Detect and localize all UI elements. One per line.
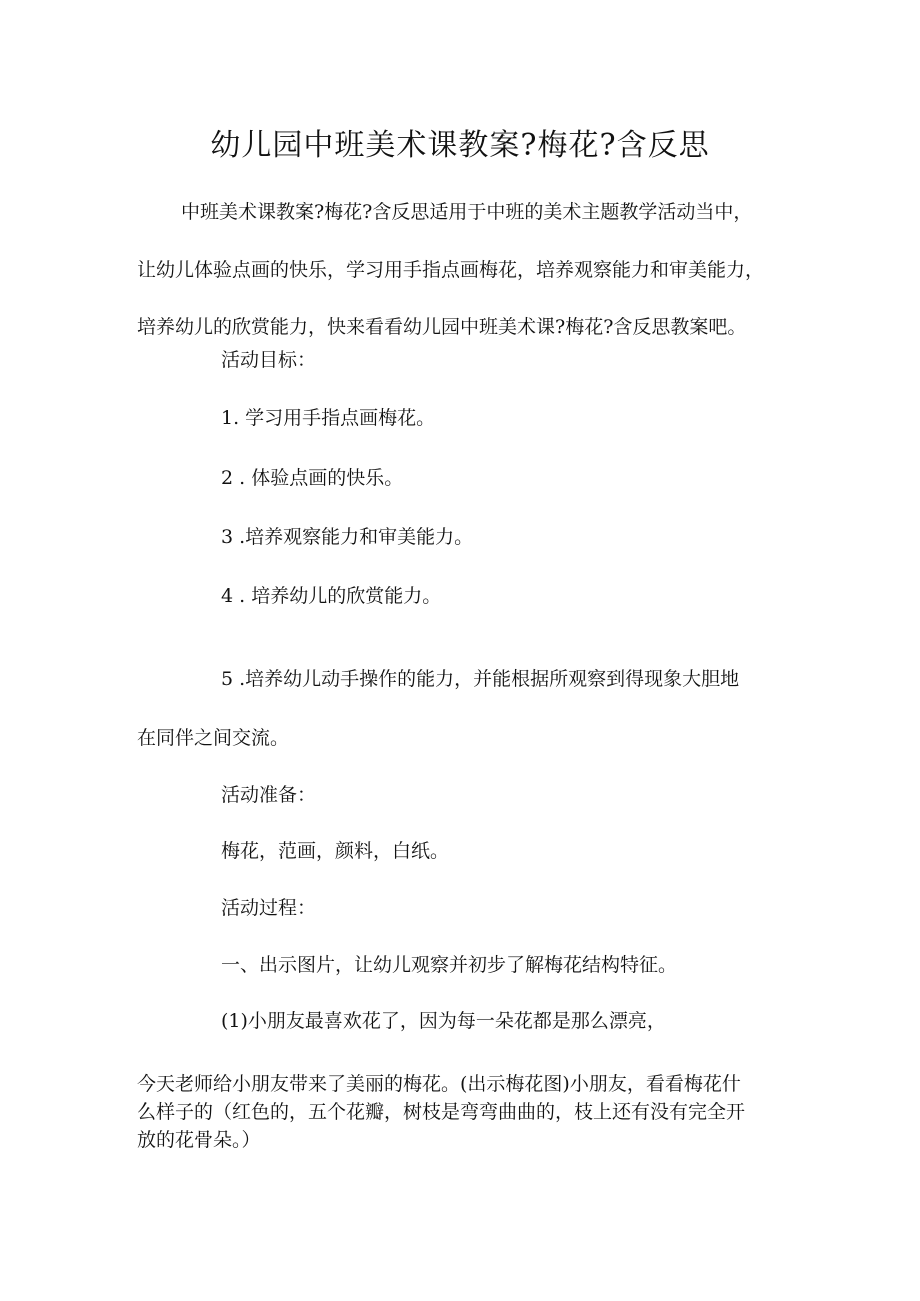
closing-line-1: 今天老师给小朋友带来了美丽的梅花。(出示梅花图)小朋友，看看梅花什 [137,1073,741,1095]
intro-line-3: 培养幼儿的欣赏能力，快来看看幼儿园中班美术课?梅花?含反思教案吧。 [137,316,747,338]
intro-line-2: 让幼儿体验点画的快乐，学习用手指点画梅花，培养观察能力和审美能力， [137,259,765,281]
goals-heading: 活动目标： [221,349,317,371]
process-step-1: 一、出示图片，让幼儿观察并初步了解梅花结构特征。 [221,954,678,976]
process-step-1-sub: (1)小朋友最喜欢花了，因为每一朵花都是那么漂亮， [221,1010,666,1032]
prep-heading: 活动准备： [221,784,317,806]
intro-line-1: 中班美术课教案?梅花?含反思适用于中班的美术主题教学活动当中， [181,201,753,223]
goal-item-2: 2 . 体验点画的快乐。 [221,467,404,489]
goal-item-5: 5 .培养幼儿动手操作的能力，并能根据所观察到得现象大胆地 [221,668,740,690]
process-heading: 活动过程： [221,897,317,919]
prep-text: 梅花，范画，颜料，白纸。 [221,840,450,862]
goal-item-5-continued: 在同伴之间交流。 [137,727,290,749]
document-title: 幼儿园中班美术课教案?梅花?含反思 [210,128,710,163]
goal-item-4: 4 . 培养幼儿的欣赏能力。 [221,585,442,607]
goal-item-3: 3 .培养观察能力和审美能力。 [221,526,474,548]
closing-line-3: 放的花骨朵。） [137,1129,261,1151]
closing-line-2: 么样子的（红色的，五个花瓣，树枝是弯弯曲曲的，枝上还有没有完全开 [137,1101,746,1123]
goal-item-1: 1. 学习用手指点画梅花。 [221,407,436,429]
